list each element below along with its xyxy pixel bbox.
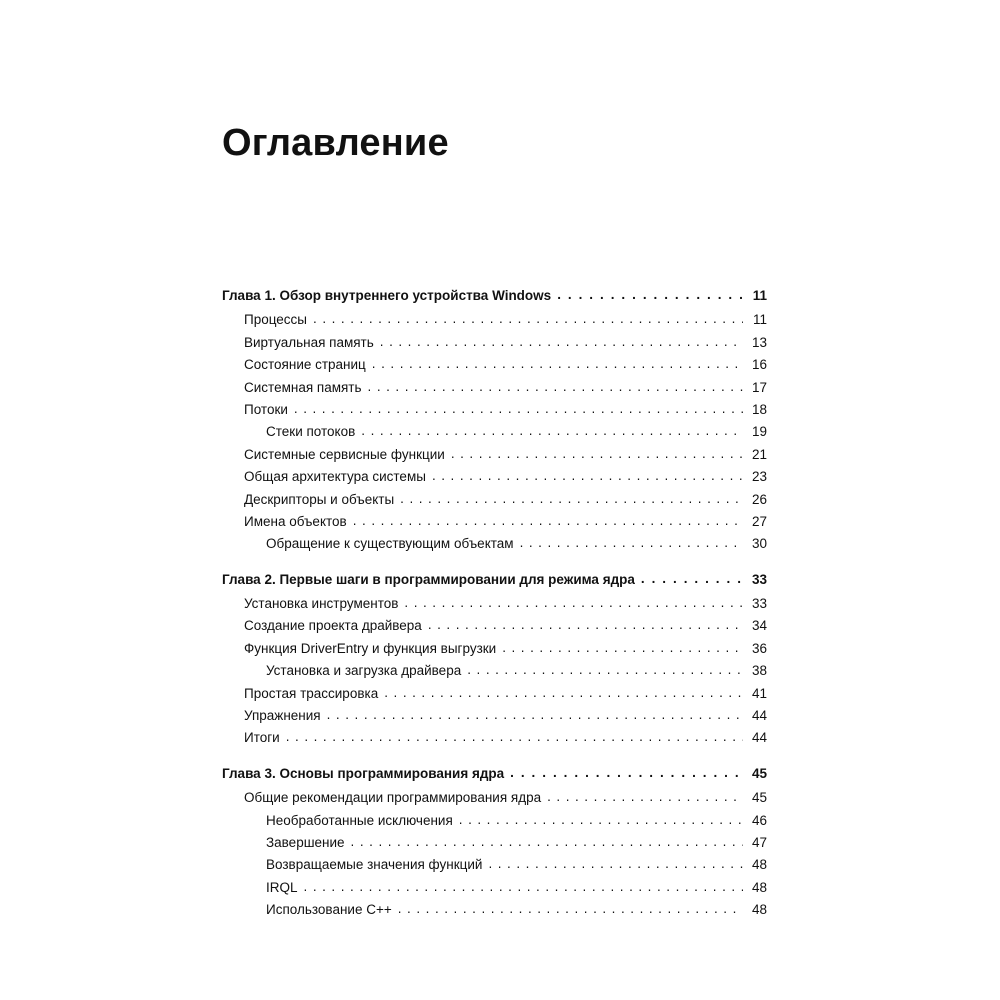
toc-entry-page-number: 36 [751,640,767,656]
dot-leader [361,420,743,442]
dot-leader [313,308,743,330]
dot-leader [520,532,743,554]
toc-entry-title: Обращение к существующим объектам [266,536,514,552]
toc-chapter-heading[interactable] [222,763,767,785]
dot-leader [502,637,743,659]
chapter-block [222,569,767,750]
toc-entry-title: Возвращаемые значения функций [266,857,483,873]
toc-entry-title: Итоги [244,730,280,746]
toc-entry-title: Использование C++ [266,902,392,918]
toc-entry-page-number: 44 [751,730,767,746]
dot-leader [451,443,743,465]
toc-section-entry[interactable] [222,683,767,705]
toc-entry-page-number: 48 [751,879,767,895]
toc-entry-page-number: 45 [751,765,767,781]
toc-entry-title: IRQL [266,879,298,895]
toc-section-entry[interactable] [222,705,767,727]
toc-entry-page-number: 18 [751,401,767,417]
toc-entry-page-number: 13 [751,334,767,350]
toc-entry-title: Процессы [244,312,308,328]
chapter-block [222,285,767,556]
toc-entry-title: Необработанные исключения [266,812,453,828]
toc-entry-page-number: 17 [751,379,767,395]
toc-section-entry[interactable] [222,615,767,637]
toc-subsection-entry[interactable] [222,854,767,876]
toc-entry-page-number: 33 [751,596,767,612]
toc-subsection-entry[interactable] [222,421,767,443]
toc-entry-page-number: 33 [751,571,767,587]
toc-entry-title: Стеки потоков [266,424,356,440]
toc-subsection-entry[interactable] [222,899,767,921]
page-title: Оглавление [222,122,449,164]
toc-section-entry[interactable] [222,593,767,615]
toc-entry-page-number: 45 [751,790,767,806]
toc-entry-page-number: 41 [751,685,767,701]
toc-entry-page-number: 23 [751,469,767,485]
toc-entry-title: Установка инструментов [244,596,399,612]
dot-leader [327,704,743,726]
toc-entry-page-number: 47 [751,834,767,850]
toc-section-entry[interactable] [222,332,767,354]
dot-leader [557,284,743,306]
toc-entry-title: Глава 1. Обзор внутреннего устройства Windows [222,288,552,303]
toc-entry-page-number: 27 [751,513,767,529]
toc-entry-page-number: 16 [751,357,767,373]
toc-entry-page-number: 48 [751,857,767,873]
dot-leader [428,614,743,636]
toc-chapter-heading[interactable] [222,285,767,307]
toc-subsection-entry[interactable] [222,877,767,899]
dot-leader [372,353,743,375]
toc-entry-title: Системные сервисные функции [244,446,445,462]
dot-leader [294,398,743,420]
toc-entry-title: Общая архитектура системы [244,469,426,485]
toc-entry-title: Общие рекомендации программирования ядра [244,790,542,806]
toc-subsection-entry[interactable] [222,832,767,854]
toc-section-entry[interactable] [222,489,767,511]
toc-entry-title: Глава 3. Основы программирования ядра [222,765,505,781]
dot-leader [380,331,743,353]
toc-subsection-entry[interactable] [222,533,767,555]
toc-section-entry[interactable] [222,444,767,466]
dot-leader [641,568,743,590]
toc-entry-page-number: 11 [752,288,767,303]
toc-section-entry[interactable] [222,466,767,488]
toc-section-entry[interactable] [222,354,767,376]
table-of-contents [222,285,767,922]
dot-leader [384,682,743,704]
toc-entry-page-number: 48 [751,902,767,918]
dot-leader [547,786,743,808]
toc-section-entry[interactable] [222,399,767,421]
toc-entry-title: Глава 2. Первые шаги в программировании для режима ядра [222,571,635,587]
toc-section-entry[interactable] [222,309,767,331]
dot-leader [353,510,743,532]
dot-leader [368,376,743,398]
toc-entry-page-number: 38 [751,663,767,679]
toc-entry-page-number: 26 [751,491,767,507]
toc-entry-title: Имена объектов [244,513,347,529]
dot-leader [304,876,743,898]
dot-leader [432,465,743,487]
toc-subsection-entry[interactable] [222,810,767,832]
toc-entry-page-number: 44 [751,708,767,724]
dot-leader [351,831,743,853]
dot-leader [286,726,743,748]
dot-leader [398,898,743,920]
dot-leader [400,488,743,510]
dot-leader [404,592,743,614]
toc-entry-title: Потоки [244,401,288,417]
toc-entry-page-number: 21 [751,446,767,462]
toc-section-entry[interactable] [222,787,767,809]
toc-entry-title: Виртуальная память [244,334,374,350]
toc-entry-page-number: 34 [751,618,767,634]
chapter-block [222,763,767,922]
dot-leader [459,809,743,831]
toc-entry-page-number: 11 [752,312,767,328]
toc-entry-title: Дескрипторы и объекты [244,491,395,507]
toc-entry-page-number: 19 [751,424,767,440]
toc-entry-title: Установка и загрузка драйвера [266,663,462,679]
toc-section-entry[interactable] [222,727,767,749]
toc-entry-title: Простая трассировка [244,685,379,701]
toc-section-entry[interactable] [222,511,767,533]
toc-entry-title: Упражнения [244,708,321,724]
toc-entry-title: Состояние страниц [244,357,366,373]
toc-entry-page-number: 46 [751,812,767,828]
toc-section-entry[interactable] [222,377,767,399]
toc-entry-title: Завершение [266,834,345,850]
toc-entry-title: Создание проекта драйвера [244,618,422,634]
toc-chapter-heading[interactable] [222,569,767,591]
toc-entry-page-number: 30 [751,536,767,552]
dot-leader [467,659,743,681]
toc-entry-title: Системная память [244,379,362,395]
dot-leader [510,762,743,784]
toc-section-entry[interactable] [222,638,767,660]
toc-entry-title: Функция DriverEntry и функция выгрузки [244,640,497,656]
toc-subsection-entry[interactable] [222,660,767,682]
dot-leader [488,853,743,875]
